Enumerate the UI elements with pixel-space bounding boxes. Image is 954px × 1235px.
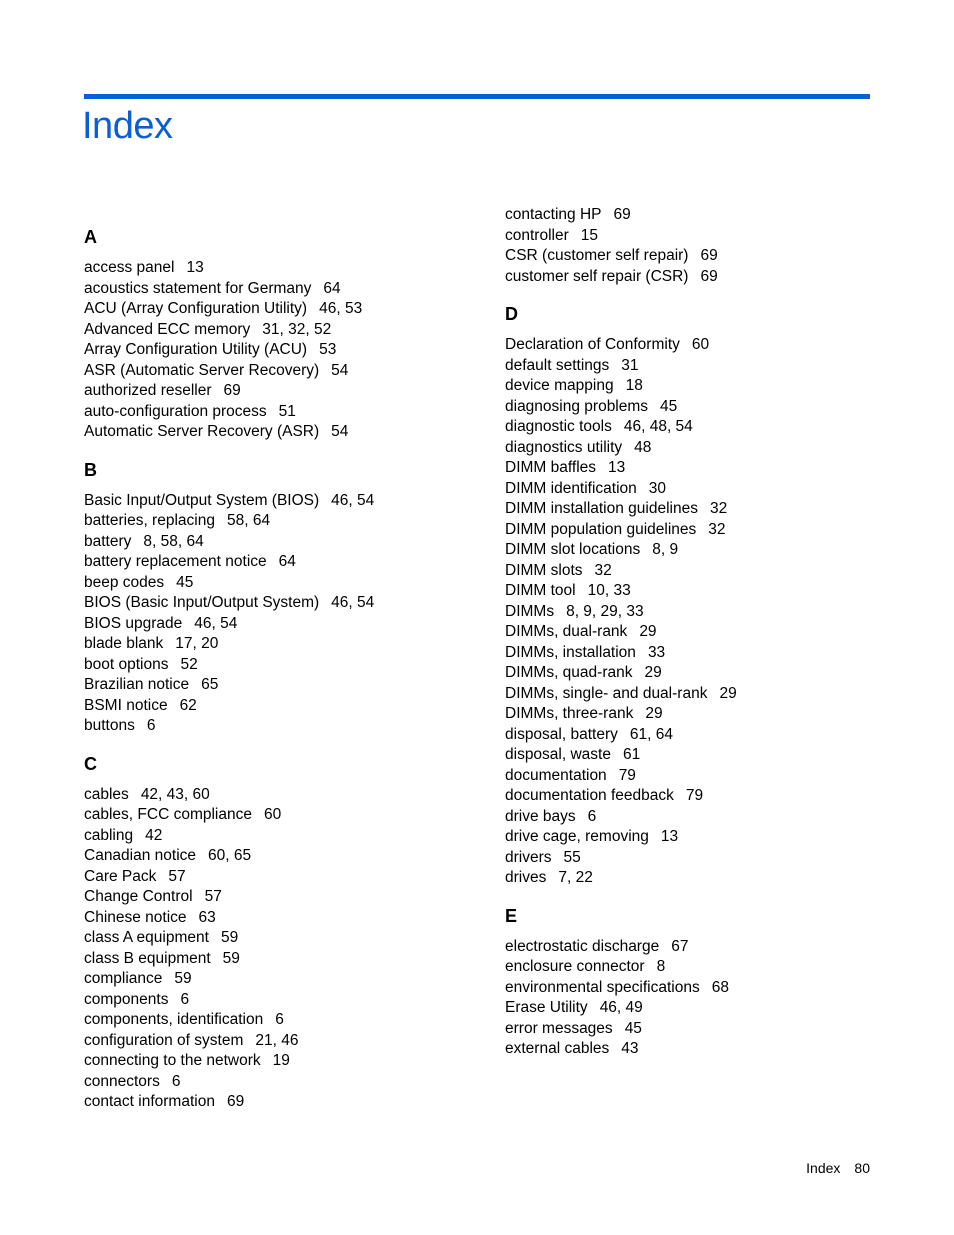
index-term: documentation [505,766,607,784]
index-page-refs[interactable]: 54 [331,361,349,379]
index-term: BIOS upgrade [84,614,183,632]
index-page-refs[interactable]: 15 [580,226,598,244]
index-page-refs[interactable]: 63 [198,908,216,926]
index-page-refs[interactable]: 46, 54 [331,594,375,611]
index-page-refs[interactable]: 8 [656,958,666,975]
index-entry [84,422,348,442]
index-page-refs[interactable]: 33 [647,643,666,661]
index-page-refs[interactable]: 55 [563,848,581,866]
page-title: Index [82,105,173,147]
index-entry [505,226,598,246]
index-page-refs[interactable]: 61, 64 [629,725,673,743]
index-term: components [84,990,169,1008]
index-page-refs[interactable]: 32 [709,500,728,517]
index-term: drive cage, removing [505,828,649,845]
index-page-refs[interactable]: 46, 49 [599,999,643,1016]
index-page-refs[interactable]: 64 [323,279,341,297]
footer-page-number: 80 [854,1160,870,1176]
index-entry [505,438,651,458]
index-entry [84,990,189,1010]
section-letter-e: E [505,905,518,926]
index-term: battery replacement notice [84,553,267,570]
index-page-refs[interactable]: 45 [624,1019,642,1037]
index-term: DIMM slots [505,561,583,579]
index-entry [84,785,210,805]
index-page-refs[interactable]: 42, 43, 60 [140,785,210,803]
index-term: DIMMs, quad-rank [505,664,633,681]
index-term: class B equipment [84,949,211,967]
index-term: customer self repair (CSR) [505,267,689,285]
index-term: BIOS (Basic Input/Output System) [84,594,320,611]
index-term: Basic Input/Output System (BIOS) [84,491,320,509]
index-term: drives [505,869,547,886]
index-entry [505,335,709,355]
index-entry [84,716,155,736]
index-term: Erase Utility [505,999,588,1016]
page-footer [806,1158,870,1178]
section-letter-d: D [505,304,518,324]
index-entry [84,258,204,278]
index-term: DIMMs, single- and dual-rank [505,684,708,702]
index-page-refs[interactable]: 60 [691,336,710,353]
index-term: disposal, battery [505,725,618,743]
index-page-refs[interactable]: 58, 64 [226,512,271,529]
index-entry [84,573,193,593]
index-entry [505,205,631,225]
index-entry [84,634,218,654]
index-entry [84,867,186,887]
index-page-refs[interactable]: 10, 33 [587,582,631,599]
index-page-refs[interactable]: 29 [645,705,663,722]
index-entry [84,696,197,716]
index-entry [84,511,270,531]
index-entry [505,1039,639,1059]
index-entry [505,868,593,888]
index-entry [505,766,636,786]
index-entry [505,581,631,601]
index-page-refs[interactable]: 21, 46 [255,1031,299,1049]
index-entry [505,458,625,478]
index-term: electrostatic discharge [505,937,660,955]
index-page-refs[interactable]: 69 [700,247,718,264]
index-page-refs[interactable]: 51 [278,402,296,420]
index-term: CSR (customer self repair) [505,247,689,264]
index-term: DIMMs, three-rank [505,705,634,722]
index-page-refs[interactable]: 42 [145,826,163,844]
index-entry [84,320,331,340]
index-term: default settings [505,356,610,374]
index-page-refs[interactable]: 69 [700,267,718,285]
index-entry [84,1010,284,1030]
index-entry [505,848,581,868]
index-term: documentation feedback [505,787,674,804]
index-entry [505,684,737,704]
index-entry [505,267,718,287]
index-page-refs[interactable]: 13 [608,459,626,476]
index-page-refs[interactable]: 46, 48, 54 [623,418,693,435]
index-entry [505,540,678,560]
index-entry [84,826,162,846]
index-page-refs[interactable]: 6 [146,717,156,734]
index-entry [505,704,663,724]
index-term: authorized reseller [84,382,212,399]
index-term: DIMM baffles [505,459,597,476]
index-entry [505,520,726,540]
index-page-refs[interactable]: 43 [621,1040,639,1057]
index-entry [84,402,296,422]
index-page-refs[interactable]: 29 [639,623,657,640]
index-term: DIMMs [505,602,555,620]
index-term: cabling [84,826,134,844]
index-term: class A equipment [84,929,209,946]
index-term: auto-configuration process [84,402,267,420]
index-term: access panel [84,259,175,276]
index-page-refs[interactable]: 29 [719,684,737,702]
index-term: external cables [505,1040,610,1057]
index-entry [505,602,644,622]
index-term: boot options [84,655,169,673]
index-page-refs[interactable]: 59 [220,929,239,946]
index-term: contact information [84,1093,215,1110]
index-page-refs[interactable]: 6 [275,1011,284,1028]
index-term: controller [505,226,569,244]
index-page-refs[interactable]: 69 [226,1093,245,1110]
index-page-refs[interactable]: 46, 53 [319,300,363,317]
index-page-refs[interactable]: 29 [644,664,662,681]
index-page-refs[interactable]: 31 [621,356,639,374]
index-page-refs[interactable]: 79 [685,787,704,804]
index-entry [84,675,218,695]
index-page-refs[interactable]: 7, 22 [558,869,593,886]
index-entry [505,499,727,519]
index-page-refs[interactable]: 30 [648,479,667,497]
index-page-refs[interactable]: 59 [174,970,192,987]
index-entry [84,299,362,319]
index-entry [84,846,251,866]
index-entry [505,827,678,847]
index-entry [505,807,596,827]
index-page-refs[interactable]: 54 [331,423,349,440]
index-page-refs[interactable]: 57 [204,888,222,905]
index-page-refs[interactable]: 68 [711,978,729,996]
index-term: buttons [84,717,135,734]
index-page-refs[interactable]: 13 [660,828,679,845]
index-term: Declaration of Conformity [505,336,680,353]
index-term: DIMMs, dual-rank [505,623,628,640]
index-entry [505,1019,642,1039]
index-term: contacting HP [505,206,602,223]
index-entry [84,381,241,401]
index-entry [84,340,336,360]
index-term: device mapping [505,377,614,394]
index-page-refs[interactable]: 6 [180,990,190,1008]
index-page-refs[interactable]: 65 [201,676,219,693]
index-entry [505,663,662,683]
index-entry [84,614,237,634]
index-entry [505,622,657,642]
index-term: Automatic Server Recovery (ASR) [84,423,320,440]
index-entry [84,1051,290,1071]
index-page-refs[interactable]: 17, 20 [175,635,219,652]
index-term: Brazilian notice [84,676,190,693]
index-term: environmental specifications [505,978,700,996]
title-rule [84,94,870,99]
index-term: acoustics statement for Germany [84,279,312,297]
index-page-refs[interactable]: 69 [223,382,241,399]
index-entry [505,978,729,998]
index-entry [84,805,281,825]
index-entry [84,279,341,299]
index-entry [84,928,238,948]
index-entry [505,786,703,806]
index-entry [84,593,374,613]
index-page-refs[interactable]: 32 [594,561,612,579]
index-term: Change Control [84,888,193,905]
index-page-refs[interactable]: 64 [278,553,296,570]
index-entry [505,998,643,1018]
index-term: components, identification [84,1011,264,1028]
index-page-refs[interactable]: 69 [613,206,631,223]
section-letter-a: A [84,227,97,247]
index-term: disposal, waste [505,746,611,763]
index-term: DIMM slot locations [505,541,641,558]
index-page-refs[interactable]: 59 [222,949,240,967]
index-page-refs[interactable]: 79 [618,766,636,784]
index-page-refs[interactable]: 18 [625,377,643,394]
index-page-refs[interactable]: 60 [263,806,282,823]
index-page-refs[interactable]: 8, 58, 64 [143,532,204,550]
index-term: diagnostics utility [505,438,623,456]
index-entry [505,957,665,977]
index-page-refs[interactable]: 46, 54 [194,614,238,632]
index-entry [505,246,718,266]
index-page-refs[interactable]: 31, 32, 52 [262,320,332,338]
index-term: enclosure connector [505,958,645,975]
index-term: beep codes [84,573,165,591]
index-entry [505,417,693,437]
index-entry [505,376,643,396]
index-page-refs[interactable]: 52 [180,655,198,673]
index-term: drive bays [505,807,576,825]
index-term: DIMM tool [505,582,576,599]
index-entry [84,1031,299,1051]
index-page-refs[interactable]: 61 [622,746,641,763]
index-entry [84,887,222,907]
index-term: BSMI notice [84,696,168,714]
index-term: DIMMs, installation [505,643,636,661]
index-term: configuration of system [84,1031,244,1049]
index-page-refs[interactable]: 45 [660,397,678,415]
index-entry [505,479,666,499]
index-entry [84,361,348,381]
index-entry [84,1092,244,1112]
index-entry [84,969,192,989]
index-term: Chinese notice [84,908,187,926]
index-page-refs[interactable]: 13 [186,259,204,276]
index-term: drivers [505,848,552,866]
index-page-refs[interactable]: 62 [179,696,197,714]
index-term: DIMM population guidelines [505,520,697,538]
index-page-refs[interactable]: 32 [708,520,726,538]
index-page-refs[interactable]: 19 [272,1052,290,1069]
index-page-refs[interactable]: 46, 54 [331,491,375,509]
index-page-refs[interactable]: 8, 9 [652,541,679,558]
index-entry [84,491,374,511]
index-entry [505,561,612,581]
index-term: cables [84,785,129,803]
index-term: Care Pack [84,867,157,885]
footer-label: Index [806,1160,841,1176]
index-entry [84,532,204,552]
index-page-refs[interactable]: 6 [587,807,597,825]
index-term: batteries, replacing [84,512,215,529]
index-page-refs[interactable]: 45 [176,573,194,591]
index-entry [505,725,673,745]
index-term: DIMM installation guidelines [505,500,698,517]
index-term: error messages [505,1019,613,1037]
index-term: cables, FCC compliance [84,806,252,823]
section-letter-c: C [84,753,97,774]
index-entry [505,356,639,376]
index-term: Array Configuration Utility (ACU) [84,341,308,358]
index-entry [84,908,216,928]
index-term: diagnosing problems [505,397,649,415]
index-page-refs[interactable]: 60, 65 [208,847,252,864]
index-page-refs[interactable]: 8, 9, 29, 33 [566,602,644,620]
index-entry [84,1072,180,1092]
index-term: connectors [84,1072,160,1090]
index-term: battery [84,532,132,550]
index-entry [84,655,198,675]
index-term: DIMM identification [505,479,637,497]
index-term: diagnostic tools [505,418,612,435]
index-page-refs[interactable]: 48 [634,438,652,456]
index-term: Advanced ECC memory [84,320,251,338]
index-term: ASR (Automatic Server Recovery) [84,361,320,379]
index-entry [84,552,296,572]
index-term: connecting to the network [84,1052,261,1069]
index-term: Canadian notice [84,847,197,864]
index-page-refs[interactable]: 57 [168,867,186,885]
index-entry [505,643,665,663]
index-entry [505,937,688,957]
index-term: ACU (Array Configuration Utility) [84,300,308,317]
index-page-refs[interactable]: 67 [671,937,689,955]
index-entry [505,745,640,765]
index-term: blade blank [84,635,164,652]
index-term: compliance [84,970,163,987]
index-entry [84,949,240,969]
section-letter-b: B [84,459,97,480]
index-page-refs[interactable]: 6 [171,1072,181,1090]
index-entry [505,397,677,417]
index-page-refs[interactable]: 53 [319,341,337,358]
